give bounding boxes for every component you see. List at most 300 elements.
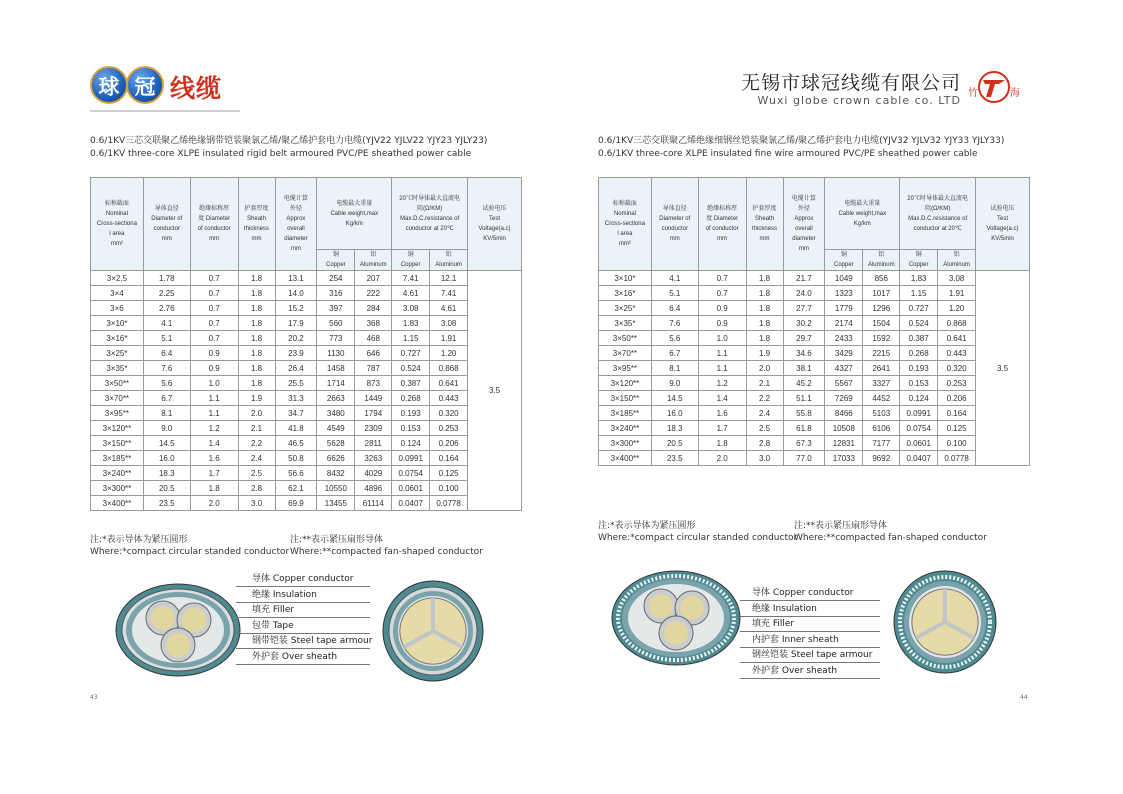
table-cell: 0.0991 — [900, 406, 938, 421]
table-cell: 0.125 — [430, 466, 468, 481]
layer-label: 钢丝铠装 Steel tape armour — [752, 650, 873, 660]
table-cell: 13.1 — [275, 271, 317, 286]
table-cell: 2.0 — [698, 451, 746, 466]
table-cell: 1323 — [825, 286, 863, 301]
table-cell: 25.5 — [275, 376, 317, 391]
table-cell: 5.1 — [651, 286, 698, 301]
table-cell: 1.8 — [746, 286, 783, 301]
table-cell: 5.6 — [651, 331, 698, 346]
table-row — [91, 406, 522, 421]
layer-label: 绝缘 Insulation — [252, 589, 317, 600]
table-cell: 2309 — [355, 421, 392, 436]
table-cell: 55.8 — [783, 406, 825, 421]
table-row — [599, 346, 1030, 361]
table-cell: 5567 — [825, 376, 863, 391]
left-table-body — [91, 271, 522, 511]
table-cell: 0.153 — [900, 376, 938, 391]
table-cell: 2.0 — [190, 496, 238, 511]
table-cell: 14.5 — [143, 436, 190, 451]
table-cell: 3×70** — [91, 391, 144, 406]
logo-ball-1: 球 — [90, 66, 128, 104]
table-cell: 856 — [863, 271, 900, 286]
table-cell: 1.9 — [746, 346, 783, 361]
table-cell: 4029 — [355, 466, 392, 481]
table-cell: 0.164 — [938, 406, 976, 421]
table-row — [91, 376, 522, 391]
table-cell: 15.2 — [275, 301, 317, 316]
table-cell: 0.0754 — [392, 466, 430, 481]
table-cell: 254 — [317, 271, 355, 286]
table-cell: 2.8 — [238, 481, 275, 496]
header-weight-aluminum: 铝 Aluminum — [863, 250, 900, 271]
table-cell: 30.2 — [783, 316, 825, 331]
table-cell: 6.7 — [651, 346, 698, 361]
table-cell: 18.3 — [143, 466, 190, 481]
table-cell: 468 — [355, 331, 392, 346]
table-cell: 7.6 — [651, 316, 698, 331]
table-cell: 0.193 — [392, 406, 430, 421]
table-cell: 3×300** — [91, 481, 144, 496]
table-cell: 0.268 — [900, 346, 938, 361]
table-cell: 2433 — [825, 331, 863, 346]
table-cell: 1.1 — [698, 361, 746, 376]
table-row — [91, 451, 522, 466]
header-overall-diameter: 电缆计算 外径 Approx overall diameter mm — [783, 178, 825, 271]
table-cell: 3×185** — [91, 451, 144, 466]
header-weight-copper: 铜 Copper — [317, 250, 355, 271]
right-page-number: 44 — [1020, 694, 1028, 701]
table-cell: 1.8 — [746, 331, 783, 346]
table-cell: 0.727 — [392, 346, 430, 361]
table-cell: 0.100 — [938, 436, 976, 451]
table-cell: 0.0407 — [392, 496, 430, 511]
table-cell: 7.6 — [143, 361, 190, 376]
company-emblem-icon — [965, 70, 1023, 104]
table-row — [91, 331, 522, 346]
table-cell: 34.6 — [783, 346, 825, 361]
table-cell: 3×50** — [91, 376, 144, 391]
table-cell: 3×50** — [599, 331, 652, 346]
table-cell: 1.0 — [190, 376, 238, 391]
table-row — [91, 466, 522, 481]
table-cell: 0.9 — [190, 346, 238, 361]
table-cell: 2811 — [355, 436, 392, 451]
header-dc-resistance: 20℃时导体最大直流电 阻(Ω/KM) Max.D.C.resistance of conductor at 20℃ — [900, 178, 976, 250]
header-sheath-thickness: 护套厚度 Sheath thickness mm — [746, 178, 783, 271]
header-test-voltage: 试验电压 Test Voltage(a.c) KV/5min — [976, 178, 1030, 271]
company-name-en: Wuxi globe crown cable co. LTD — [757, 94, 961, 107]
table-cell: 20.2 — [275, 331, 317, 346]
table-cell: 31.3 — [275, 391, 317, 406]
table-cell: 1.8 — [238, 271, 275, 286]
table-cell: 7.41 — [430, 286, 468, 301]
table-cell: 0.0778 — [430, 496, 468, 511]
table-cell: 1592 — [863, 331, 900, 346]
table-cell: 26.4 — [275, 361, 317, 376]
table-cell: 2174 — [825, 316, 863, 331]
table-cell: 5.1 — [143, 331, 190, 346]
left-note-2: 注:**表示紧压扇形导体 Where:**compacted fan-shaped conductor — [290, 535, 483, 557]
layer-label: 包带 Tape — [252, 620, 294, 631]
table-cell: 23.5 — [651, 451, 698, 466]
table-cell: 1.1 — [698, 346, 746, 361]
table-cell: 1.9 — [238, 391, 275, 406]
table-cell: 0.868 — [430, 361, 468, 376]
layer-label: 外护套 Over sheath — [752, 665, 838, 676]
table-cell: 9.0 — [143, 421, 190, 436]
table-cell: 3.08 — [392, 301, 430, 316]
table-cell: 1.15 — [392, 331, 430, 346]
table-cell: 4.1 — [651, 271, 698, 286]
header-cross-section: 标称截面 Nominal Cross-sectiona l area mm² — [91, 178, 144, 271]
table-cell: 41.8 — [275, 421, 317, 436]
table-row — [91, 496, 522, 511]
header-weight-copper: 铜 Copper — [825, 250, 863, 271]
header-cross-section: 标称截面 Nominal Cross-sectiona l area mm² — [599, 178, 652, 271]
table-cell: 38.1 — [783, 361, 825, 376]
table-cell: 56.6 — [275, 466, 317, 481]
header-dc-resistance: 20℃时导体最大直流电 阻(Ω/KM) Max.D.C.resistance of conductor at 20℃ — [392, 178, 468, 250]
emblem-left-char: 竹 — [968, 88, 978, 99]
layer-label: 钢带铠装 Steel tape armour — [252, 636, 373, 646]
table-cell: 2.4 — [746, 406, 783, 421]
table-cell: 1.6 — [190, 451, 238, 466]
table-row — [91, 286, 522, 301]
table-cell: 4.61 — [392, 286, 430, 301]
table-cell: 45.2 — [783, 376, 825, 391]
table-cell: 3×400** — [91, 496, 144, 511]
table-cell: 1.8 — [238, 331, 275, 346]
left-cable-fan-section — [378, 578, 488, 684]
table-cell: 0.206 — [938, 391, 976, 406]
table-cell: 1.8 — [698, 436, 746, 451]
table-cell: 2.25 — [143, 286, 190, 301]
table-cell: 0.387 — [392, 376, 430, 391]
header-overall-diameter: 电缆计算 外径 Approx overall diameter mm — [275, 178, 317, 271]
left-spec-table — [90, 177, 522, 511]
layer-label: 导体 Copper conductor — [252, 574, 354, 584]
table-cell: 3×16* — [91, 331, 144, 346]
table-cell: 3×185** — [599, 406, 652, 421]
table-cell: 6626 — [317, 451, 355, 466]
table-cell: 3×95** — [599, 361, 652, 376]
table-cell: 3×150** — [599, 391, 652, 406]
table-cell: 0.0601 — [900, 436, 938, 451]
table-cell: 0.0407 — [900, 451, 938, 466]
table-cell: 3263 — [355, 451, 392, 466]
table-cell: 14.0 — [275, 286, 317, 301]
table-cell: 1794 — [355, 406, 392, 421]
table-cell: 23.5 — [143, 496, 190, 511]
header-resistance-copper: 铜 Copper — [900, 250, 938, 271]
table-cell: 1.83 — [900, 271, 938, 286]
table-row — [91, 481, 522, 496]
test-voltage-cell: 3.5 — [468, 271, 522, 511]
table-cell: 0.727 — [900, 301, 938, 316]
table-cell: 4452 — [863, 391, 900, 406]
table-cell: 23.9 — [275, 346, 317, 361]
table-cell: 1.7 — [698, 421, 746, 436]
leader-line — [236, 664, 370, 665]
table-cell: 51.1 — [783, 391, 825, 406]
table-cell: 4.61 — [430, 301, 468, 316]
table-cell: 16.0 — [651, 406, 698, 421]
table-cell: 0.0601 — [392, 481, 430, 496]
table-cell: 1.2 — [190, 421, 238, 436]
table-cell: 0.641 — [938, 331, 976, 346]
table-cell: 4.1 — [143, 316, 190, 331]
header-conductor-diameter: 导体直径 Diameter of conductor mm — [143, 178, 190, 271]
table-row — [599, 301, 1030, 316]
table-cell: 0.0778 — [938, 451, 976, 466]
right-title-cn: 0.6/1KV三芯交联聚乙烯绝缘细钢丝铠装聚氯乙烯/聚乙烯护套电力电缆(YJV32 YJLV32 YJY33 YJLY33) — [598, 136, 1005, 146]
table-cell: 1.91 — [938, 286, 976, 301]
table-cell: 1049 — [825, 271, 863, 286]
brand-logo — [90, 66, 330, 108]
left-title-en: 0.6/1KV three-core XLPE insulated rigid belt armoured PVC/PE sheathed power cable — [90, 149, 472, 159]
table-cell: 3×10* — [599, 271, 652, 286]
header-cable-weight: 电缆最大重量 Cable weight,max Kg/km — [317, 178, 392, 250]
table-cell: 61114 — [355, 496, 392, 511]
table-cell: 3.08 — [938, 271, 976, 286]
table-cell: 1779 — [825, 301, 863, 316]
table-cell: 2.2 — [746, 391, 783, 406]
table-row — [91, 271, 522, 286]
logo-text: 线缆 — [170, 74, 223, 103]
table-cell: 3×150** — [91, 436, 144, 451]
table-cell: 207 — [355, 271, 392, 286]
table-cell: 0.253 — [430, 421, 468, 436]
table-cell: 0.7 — [190, 301, 238, 316]
table-cell: 1.8 — [746, 271, 783, 286]
table-cell: 24.0 — [783, 286, 825, 301]
table-cell: 0.125 — [938, 421, 976, 436]
table-cell: 1714 — [317, 376, 355, 391]
table-cell: 3.0 — [746, 451, 783, 466]
table-row — [599, 376, 1030, 391]
table-cell: 17.9 — [275, 316, 317, 331]
table-cell: 787 — [355, 361, 392, 376]
table-cell: 6.7 — [143, 391, 190, 406]
table-cell: 1.0 — [698, 331, 746, 346]
table-cell: 1.8 — [238, 316, 275, 331]
left-page-number: 43 — [90, 694, 98, 701]
table-cell: 1.1 — [190, 391, 238, 406]
table-cell: 1.4 — [698, 391, 746, 406]
table-row — [599, 316, 1030, 331]
table-cell: 2.1 — [746, 376, 783, 391]
table-cell: 0.100 — [430, 481, 468, 496]
table-cell: 1.8 — [238, 286, 275, 301]
logo-underline — [90, 110, 240, 112]
table-cell: 0.7 — [190, 286, 238, 301]
right-note-1: 注:*表示导体为紧压圆形 Where:*compact circular standed conductor — [598, 521, 798, 543]
table-cell: 3×240** — [599, 421, 652, 436]
table-cell: 2.8 — [746, 436, 783, 451]
left-title-cn: 0.6/1KV三芯交联聚乙烯绝缘钢带铠装聚氯乙烯/聚乙烯护套电力电缆(YJV22 YJLV22 YJY23 YJLY23) — [90, 136, 488, 146]
table-row — [599, 406, 1030, 421]
layer-label: 绝缘 Insulation — [752, 603, 817, 614]
table-cell: 29.7 — [783, 331, 825, 346]
table-cell: 1.91 — [430, 331, 468, 346]
table-cell: 2641 — [863, 361, 900, 376]
table-cell: 2.1 — [238, 421, 275, 436]
table-cell: 284 — [355, 301, 392, 316]
table-row — [599, 421, 1030, 436]
table-cell: 4896 — [355, 481, 392, 496]
table-cell: 1458 — [317, 361, 355, 376]
table-cell: 2.5 — [746, 421, 783, 436]
table-cell: 3429 — [825, 346, 863, 361]
table-cell: 2663 — [317, 391, 355, 406]
table-cell: 2.2 — [238, 436, 275, 451]
table-cell: 3×6 — [91, 301, 144, 316]
table-row — [91, 346, 522, 361]
table-row — [91, 301, 522, 316]
leader-line — [740, 678, 880, 679]
table-cell: 18.3 — [651, 421, 698, 436]
table-cell: 0.868 — [938, 316, 976, 331]
table-cell: 9.0 — [651, 376, 698, 391]
table-cell: 0.320 — [938, 361, 976, 376]
table-cell: 7177 — [863, 436, 900, 451]
table-row — [91, 391, 522, 406]
table-cell: 3.08 — [430, 316, 468, 331]
table-cell: 873 — [355, 376, 392, 391]
header-resistance-aluminum: 铝 Aluminum — [938, 250, 976, 271]
table-cell: 77.0 — [783, 451, 825, 466]
header-test-voltage: 试验电压 Test Voltage(a.c) KV/5min — [468, 178, 522, 271]
table-cell: 9692 — [863, 451, 900, 466]
header-insulation-thickness: 绝缘标称厚 度 Diameter of conductor mm — [698, 178, 746, 271]
table-cell: 3×35* — [599, 316, 652, 331]
table-row — [599, 286, 1030, 301]
table-cell: 773 — [317, 331, 355, 346]
table-cell: 0.7 — [698, 271, 746, 286]
table-cell: 14.5 — [651, 391, 698, 406]
right-cable-fan-section — [890, 568, 1000, 676]
table-cell: 1.8 — [190, 481, 238, 496]
left-page-title — [90, 135, 560, 161]
table-cell: 0.7 — [190, 316, 238, 331]
table-cell: 1.1 — [190, 406, 238, 421]
header-sheath-thickness: 护套厚度 Sheath thickness mm — [238, 178, 275, 271]
table-cell: 0.124 — [900, 391, 938, 406]
table-cell: 2215 — [863, 346, 900, 361]
table-cell: 646 — [355, 346, 392, 361]
table-cell: 222 — [355, 286, 392, 301]
header-resistance-copper: 铜 Copper — [392, 250, 430, 271]
table-cell: 1.8 — [746, 301, 783, 316]
table-cell: 6.4 — [651, 301, 698, 316]
table-row — [599, 436, 1030, 451]
table-cell: 67.3 — [783, 436, 825, 451]
table-row — [91, 361, 522, 376]
table-cell: 12831 — [825, 436, 863, 451]
table-cell: 1.8 — [238, 346, 275, 361]
table-cell: 0.124 — [392, 436, 430, 451]
table-cell: 8.1 — [651, 361, 698, 376]
right-spec-table — [598, 177, 1030, 466]
header-resistance-aluminum: 铝 Aluminum — [430, 250, 468, 271]
test-voltage-cell: 3.5 — [976, 271, 1030, 466]
table-cell: 3×35* — [91, 361, 144, 376]
table-cell: 2.5 — [238, 466, 275, 481]
table-cell: 0.206 — [430, 436, 468, 451]
table-cell: 0.320 — [430, 406, 468, 421]
table-cell: 0.193 — [900, 361, 938, 376]
right-note-2: 注:**表示紧压扇形导体 Where:**compacted fan-shaped conductor — [794, 521, 987, 543]
header-conductor-diameter: 导体直径 Diameter of conductor mm — [651, 178, 698, 271]
table-cell: 8.1 — [143, 406, 190, 421]
table-cell: 1.20 — [938, 301, 976, 316]
table-cell: 0.9 — [190, 361, 238, 376]
table-cell: 20.5 — [143, 481, 190, 496]
table-cell: 62.1 — [275, 481, 317, 496]
table-cell: 0.443 — [430, 391, 468, 406]
right-table-body — [599, 271, 1030, 466]
table-cell: 1017 — [863, 286, 900, 301]
right-page-title — [598, 135, 1068, 161]
table-cell: 7.41 — [392, 271, 430, 286]
table-cell: 560 — [317, 316, 355, 331]
table-cell: 17033 — [825, 451, 863, 466]
table-cell: 0.268 — [392, 391, 430, 406]
logo-ball-2: 冠 — [126, 66, 164, 104]
table-cell: 0.7 — [190, 331, 238, 346]
table-cell: 1449 — [355, 391, 392, 406]
table-cell: 0.443 — [938, 346, 976, 361]
table-cell: 0.153 — [392, 421, 430, 436]
table-row — [599, 391, 1030, 406]
table-cell: 5628 — [317, 436, 355, 451]
table-cell: 1.6 — [698, 406, 746, 421]
table-row — [599, 361, 1030, 376]
table-cell: 3×25* — [91, 346, 144, 361]
table-cell: 2.0 — [238, 406, 275, 421]
table-cell: 0.9 — [698, 316, 746, 331]
table-row — [91, 316, 522, 331]
table-cell: 397 — [317, 301, 355, 316]
table-cell: 0.524 — [900, 316, 938, 331]
emblem-right-char: 海 — [1010, 88, 1020, 99]
table-cell: 3×300** — [599, 436, 652, 451]
layer-label: 导体 Copper conductor — [752, 588, 854, 598]
table-cell: 21.7 — [783, 271, 825, 286]
table-cell: 2.4 — [238, 451, 275, 466]
table-cell: 3×240** — [91, 466, 144, 481]
table-cell: 3×2.5 — [91, 271, 144, 286]
table-cell: 1.8 — [746, 316, 783, 331]
table-cell: 61.8 — [783, 421, 825, 436]
table-cell: 368 — [355, 316, 392, 331]
table-cell: 1.7 — [190, 466, 238, 481]
table-cell: 0.253 — [938, 376, 976, 391]
table-cell: 13455 — [317, 496, 355, 511]
header-insulation-thickness: 绝缘标称厚 度 Diameter of conductor mm — [190, 178, 238, 271]
table-row — [91, 421, 522, 436]
table-cell: 1.8 — [238, 361, 275, 376]
table-cell: 10550 — [317, 481, 355, 496]
table-cell: 7269 — [825, 391, 863, 406]
table-cell: 0.641 — [430, 376, 468, 391]
table-cell: 8432 — [317, 466, 355, 481]
table-cell: 1.83 — [392, 316, 430, 331]
table-cell: 1.20 — [430, 346, 468, 361]
table-cell: 316 — [317, 286, 355, 301]
table-cell: 5.6 — [143, 376, 190, 391]
table-cell: 46.5 — [275, 436, 317, 451]
